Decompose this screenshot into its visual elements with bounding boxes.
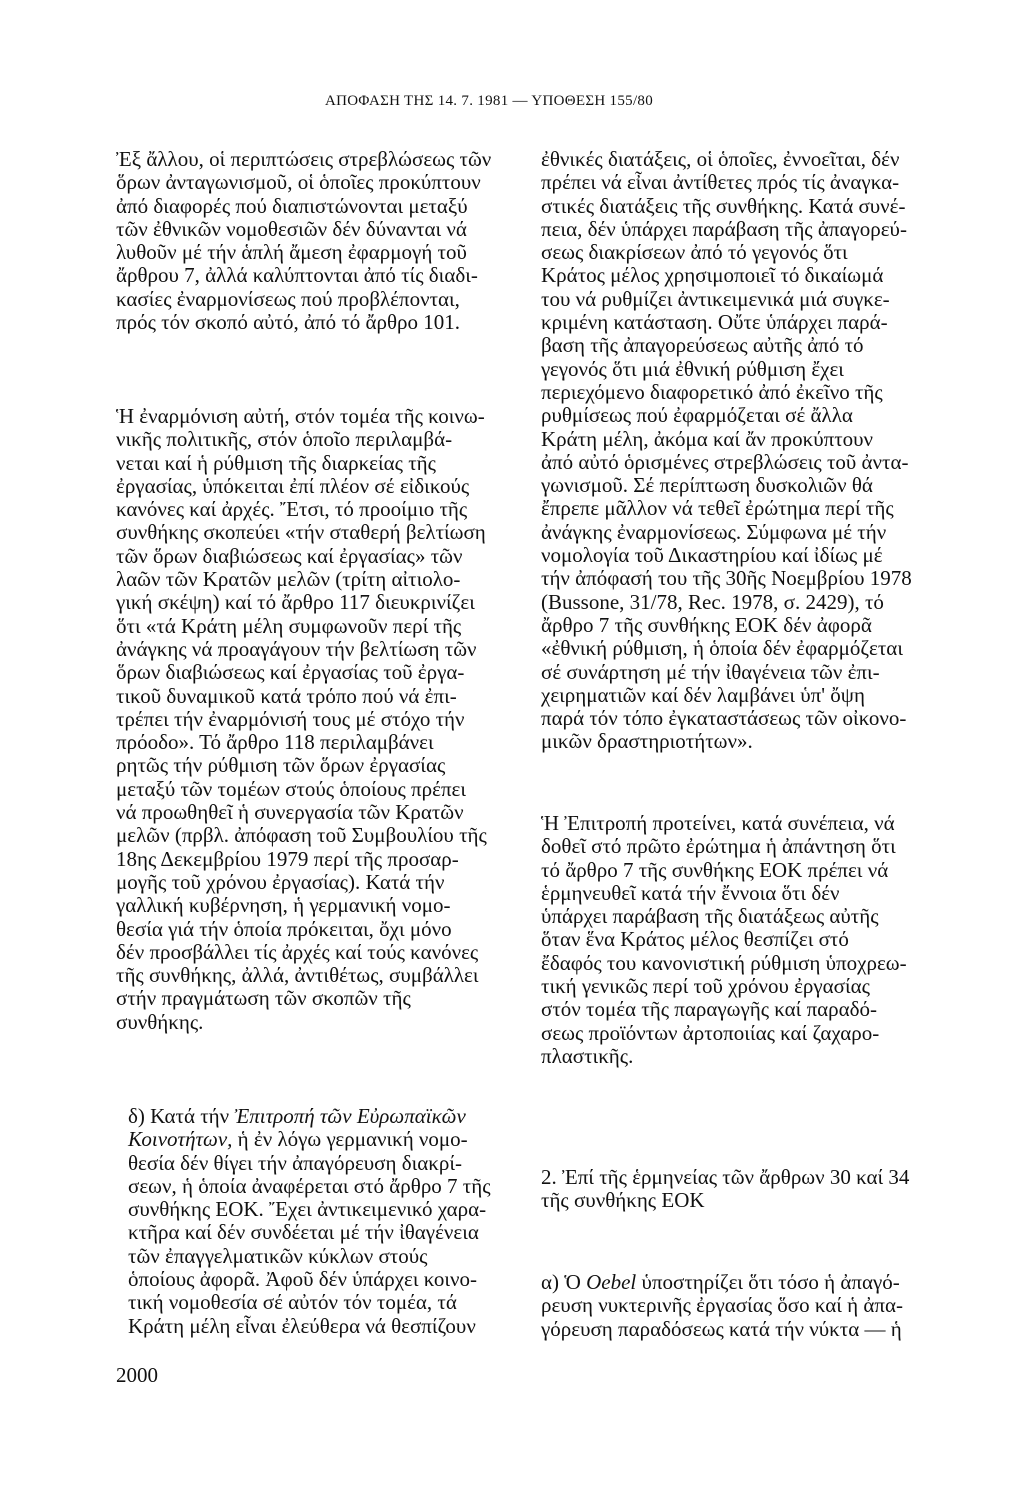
right-paragraph-3 [541, 1271, 951, 1341]
left-paragraph-3-italic: Ἐπιτροπή τῶν Εὐρωπαϊκῶν Κοινοτήτων, [128, 1104, 466, 1152]
section-heading-2: 2. Ἐπί τῆς ἑρμηνείας τῶν ἄρθρων 30 καί 34 τῆς συνθήκης ΕΟΚ [541, 1165, 910, 1213]
right-paragraph-3-body: ὑποστηρίζει ὅτι τόσο ἡ ἀπαγό- ρευση νυκτερινῆς ἐργασίας ὅσο καί ἡ ἀπα- γόρευση παραδόσεως κατά τήν νύκτα — ἡ [541, 1270, 903, 1341]
left-paragraph-3 [128, 1105, 522, 1338]
right-paragraph-2: Ἡ Ἐπιτροπή προτείνει, κατά συνέπεια, νά δοθεῖ στό πρῶτο ἐρώτημα ἡ ἀπάντηση ὅτι τό ἄρθρο 7 τῆς συνθήκης ΕΟΚ πρέπει νά ἑρμηνευθεῖ κατά τήν ἔννοια ὅτι δέν ὑπάρχει παράβαση τῆς διατάξεως αὐτῆς ὅταν ἕνα Κράτος μέλος θεσπίζει στό ἔδαφός του κανονιστική ρύθμιση ὑποχρεω- τική γενικῶς περί τοῦ χρόνου ἐργασίας στόν τομέα τῆς παραγωγῆς καί παραδό- σεως προϊόντων ἀρτοποιίας καί ζαχαρο- πλαστικῆς. [541, 811, 907, 1068]
left-paragraph-1: Ἐξ ἄλλου, οἱ περιπτώσεις στρεβλώσεως τῶν ὅρων ἀνταγωνισμοῦ, οἱ ὁποῖες προκύπτουν ἀπό διαφορές πού διαπιστώνονται μεταξύ τῶν ἐθνικῶν νομοθεσιῶν δέν δύνανται νά λυθοῦν μέ τήν ἁπλή ἄμεση ἐφαρμογή τοῦ ἄρθρου 7, ἀλλά καλύπτονται ἀπό τίς διαδι- κασίες ἐναρμονίσεως πού προβλέπονται, πρός τόν σκοπό αὐτό, ἀπό τό ἄρθρο 101. [116, 147, 492, 335]
right-paragraph-3-italic: Oebel [586, 1270, 637, 1294]
running-header: ΑΠΟΦΑΣΗ ΤΗΣ 14. 7. 1981 — ΥΠΟΘΕΣΗ 155/80 [325, 93, 654, 109]
left-paragraph-3-intro: δ) Κατά τήν [128, 1104, 235, 1128]
left-paragraph-3-body: ἡ ἐν λόγω γερμανική νομο- θεσία δέν θίγει τήν ἀπαγόρευση διακρί- σεων, ἡ ὁποία ἀναφέρεται στό ἄρθρο 7 τῆς συνθήκης ΕΟΚ. Ἔχει ἀντικειμενικό χαρα- κτῆρα καί δέν συνδέεται μέ τήν ἰθαγένεια τῶν ἐπαγγελματικῶν κύκλων στούς ὁποίους ἀφορᾶ. Ἀφοῦ δέν ὑπάρχει κοινο- τική νομοθεσία σέ αὐτόν τόν τομέα, τά Κράτη μέλη εἶναι ἐλεύθερα νά θεσπίζουν [128, 1127, 491, 1338]
right-paragraph-1: ἐθνικές διατάξεις, οἱ ὁποῖες, ἐννοεῖται, δέν πρέπει νά εἶναι ἀντίθετες πρός τίς ἀναγκα- στικές διατάξεις τῆς συνθήκης. Κατά συνέ- πεια, δέν ὑπάρχει παράβαση τῆς ἀπαγορεύ- σεως διακρίσεων ἀπό τό γεγονός ὅτι Κράτος μέλος χρησιμοποιεῖ τό δικαίωμά του νά ρυθμίζει ἀντικειμενικά μιά συγκε- κριμένη κατάσταση. Οὔτε ὑπάρχει παρά- βαση τῆς ἀπαγορεύσεως αὐτῆς ἀπό τό γεγονός ὅτι μιά ἐθνική ρύθμιση ἔχει περιεχόμενο διαφορετικό ἀπό ἐκεῖνο τῆς ρυθμίσεως πού ἐφαρμόζεται σέ ἄλλα Κράτη μέλη, ἀκόμα καί ἄν προκύπτουν ἀπό αὐτό ὁρισμένες στρεβλώσεις τοῦ ἀντα- γωνισμοῦ. Σέ περίπτωση δυσκολιῶν θά ἔπρεπε μᾶλλον νά τεθεῖ ἐρώτημα περί τῆς ἀνάγκης ἐναρμονίσεως. Σύμφωνα μέ τήν νομολογία τοῦ Δικαστηρίου καί ἰδίως μέ τήν ἀπόφασή του τῆς 30ῆς Νοεμβρίου 1978 (Bussone, 31/78, Rec. 1978, σ. 2429), τό ἄρθρο 7 τῆς συνθήκης ΕΟΚ δέν ἀφορᾶ «ἐθνική ρύθμιση, ἡ ὁποία δέν ἐφαρμόζεται σέ συνάρτηση μέ τήν ἰθαγένεια τῶν ἐπι- χειρηματιῶν καί δέν λαμβάνει ὑπ' ὄψη παρά τόν τόπο ἐγκαταστάσεως τῶν οἰκονο- μικῶν δραστηριοτήτων». [541, 147, 912, 754]
left-paragraph-2: Ἡ ἐναρμόνιση αὐτή, στόν τομέα τῆς κοινω- νικῆς πολιτικῆς, στόν ὁποῖο περιλαμβά- νεται καί ἡ ρύθμιση τῆς διαρκείας τῆς ἐργασίας, ὑπόκειται ἐπί πλέον σέ εἰδικούς κανόνες καί ἀρχές. Ἔτσι, τό προοίμιο τῆς συνθήκης σκοπεύει «τήν σταθερή βελτίωση τῶν ὅρων διαβιώσεως καί ἐργασίας» τῶν λαῶν τῶν Κρατῶν μελῶν (τρίτη αἰτιολο- γική σκέψη) καί τό ἄρθρο 117 διευκρινίζει ὅτι «τά Κράτη μέλη συμφωνοῦν περί τῆς ἀνάγκης νά προαγάγουν τήν βελτίωση τῶν ὅρων διαβιώσεως καί ἐργασίας τοῦ ἐργα- τικοῦ δυναμικοῦ κατά τρόπο πού νά ἐπι- τρέπει τήν ἐναρμόνισή τους μέ στόχο τήν πρόοδο». Τό ἄρθρο 118 περιλαμβάνει ρητῶς τήν ρύθμιση τῶν ὅρων ἐργασίας μεταξύ τῶν τομέων στούς ὁποίους πρέπει νά προωθηθεῖ ἡ συνεργασία τῶν Κρατῶν μελῶν (πρβλ. ἀπόφαση τοῦ Συμβουλίου τῆς 18ης Δεκεμβρίου 1979 περί τῆς προσαρ- μογῆς τοῦ χρόνου ἐργασίας). Κατά τήν γαλλική κυβέρνηση, ἡ γερμανική νομο- θεσία γιά τήν ὁποία πρόκειται, ὄχι μόνο δέν προσβάλλει τίς ἀρχές καί τούς κανόνες τῆς συνθήκης, ἀλλά, ἀντιθέτως, συμβάλλει στήν πραγμάτωση τῶν σκοπῶν τῆς συνθήκης. [116, 404, 487, 1034]
right-paragraph-3-intro: α) Ὁ [541, 1270, 587, 1294]
page-number: 2000 [116, 1363, 158, 1387]
